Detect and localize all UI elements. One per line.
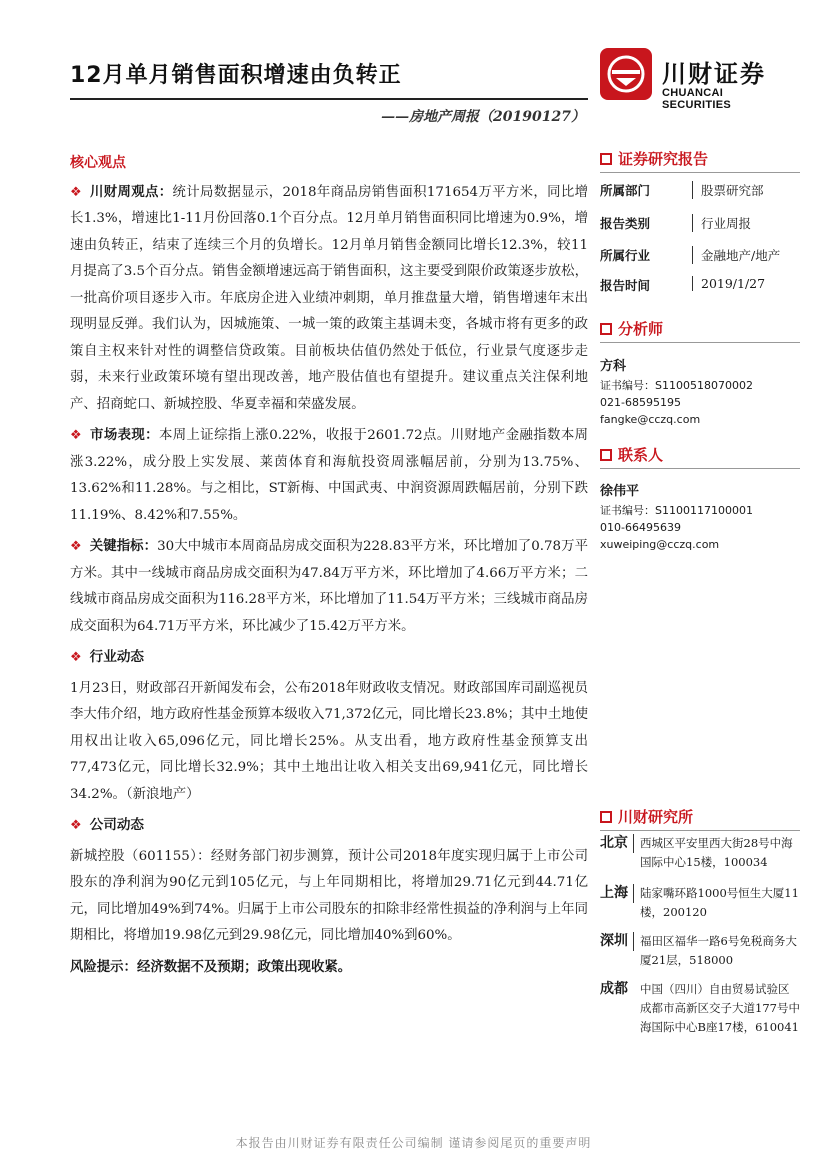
diamond-bullet-icon: ❖ — [70, 818, 82, 833]
indicators-lead: 关键指标： — [89, 538, 158, 554]
page-footer: 本报告由川财证券有限责任公司编制 谨请参阅尾页的重要声明 — [235, 1136, 592, 1150]
contact-card — [600, 483, 800, 553]
company-heading: ❖ 公司动态 — [70, 817, 145, 833]
analyst-phone: 021-68595195 — [600, 396, 681, 409]
diamond-bullet-icon: ❖ — [70, 650, 82, 665]
market-paragraph — [70, 422, 588, 529]
industry-paragraph: 1月23日，财政部召开新闻发布会，公布2018年财政收支情况。财政部国库司副巡视员李大伟介绍，地方政府性基金预算本级收入71,372亿元，同比增长23.8%；其中土地使用权出让收入65,096亿元，同比增长25%。从支出看，地方政府性基金预算支出77,473亿元，同比增长32.9%；其中土地出让收入相关支出69,941亿元，同比增长34.2%。（新浪地产） — [70, 680, 588, 802]
diamond-bullet-icon: ❖ — [70, 539, 82, 554]
office-city: 深圳 — [600, 932, 634, 951]
square-icon — [600, 323, 612, 335]
market-lead: 市场表现： — [90, 427, 159, 443]
company-logo — [600, 48, 790, 111]
office-address: 中国（四川）自由贸易试验区成都市高新区交子大道177号中海国际中心B座17楼，610041 — [640, 982, 800, 1034]
logo-name-en: CHUANCAI SECURITIES — [662, 87, 732, 111]
sidebar-analyst-title: 分析师 — [600, 318, 800, 343]
sidebar-institute-title: 川财研究所 — [600, 806, 800, 831]
office-address: 西城区平安里西大街28号中海国际中心15楼，100034 — [640, 836, 793, 869]
square-icon — [600, 449, 612, 461]
office-city: 上海 — [600, 884, 634, 903]
logo-name-cn: 川财证券 — [662, 60, 766, 88]
contact-cert: 证书编号：S1100117100001 — [600, 504, 753, 517]
main-column — [70, 150, 588, 980]
diamond-bullet-icon: ❖ — [70, 428, 83, 443]
indicators-paragraph — [70, 533, 588, 640]
square-icon — [600, 153, 612, 165]
risk-warning: 风险提示：经济数据不及预期；政策出现收紧。 — [70, 958, 352, 975]
office-address: 福田区福华一路6号免税商务大厦21层，518000 — [640, 934, 797, 967]
core-view-text: 统计局数据显示，2018年商品房销售面积171654万平方米，同比增长1.3%，增速比1-11月份回落0.1个百分点。12月单月销售面积同比增速为0.9%，增速由负转正，结束了连续三个月的负增长。12月单月销售金额同比增长12.3%，较11月提高了3.5个百分点。销售金额增速远高于销售面积，这主要受到限价政策逐步放松，一批高价项目逐步入市。年底房企进入业绩冲刺期，单月推盘量大增，销售增速年末出现明显反弹。我们认为，因城施策、一城一策的政策主基调未变，各城市将有更多的政策自主权来针对性的调整信贷政策。目前板块估值仍然处于低位，行业景气度逐步走弱，未来行业政策环境有望出现改善，地产股估值也有望提升。建议重点关注保利地产、招商蛇口、新城控股、华夏幸福和荣盛发展。 — [70, 184, 589, 412]
analyst-name: 方科 — [600, 359, 627, 374]
sidebar-contact-title: 联系人 — [600, 444, 800, 469]
indicators-text: 30大中城市本周商品房成交面积为228.83平方米，环比增加了0.78万平方米。其中一线城市商品房成交面积为47.84万平方米，环比增加了4.66万平方米；二线城市商品房成交面积为116.28平方米，环比增加了11.54万平方米；三线城市商品房成交面积为64.71万平方米，环比减少了15.42万平方米。 — [70, 539, 589, 634]
core-view-lead: 川财周观点： — [90, 183, 173, 200]
analyst-card — [600, 358, 800, 428]
report-title: 12月单月销售面积增速由负转正 — [70, 63, 402, 88]
core-view-heading: 核心观点 — [70, 155, 126, 171]
header-rule — [70, 98, 588, 100]
core-view-paragraph — [70, 179, 588, 419]
report-subtitle: ——房地产周报（20190127） — [381, 109, 585, 125]
square-icon — [600, 811, 612, 823]
office-city: 成都 — [600, 981, 628, 997]
analyst-cert: 证书编号：S1100518070002 — [600, 379, 753, 392]
diamond-bullet-icon: ❖ — [70, 184, 83, 200]
contact-phone: 010-66495639 — [600, 521, 681, 534]
company-paragraph: 新城控股（601155）：经财务部门初步测算，预计公司2018年度实现归属于上市公司股东的净利润为90亿元到105亿元，与上年同期相比，将增加29.71亿元到44.71亿元，同比增加49%到74%。归属于上市公司股东的扣除非经常性损益的净利润与上年同期相比，将增加19.98亿元到29.98亿元，同比增加40%到60%。 — [70, 848, 588, 943]
market-text: 本周上证综指上涨0.22%，收报于2601.72点。川财地产金融指数本周涨3.22%，成分股上实发展、莱茵体育和海航投资周涨幅居前，分别为13.75%、13.62%和11.28%。与之相比，ST新梅、中国武夷、中润资源周跌幅居前，分别下跌11.19%、8.42%和7.55%。 — [70, 428, 588, 523]
logo-mark-icon — [600, 48, 652, 100]
office-address: 陆家嘴环路1000号恒生大厦11楼，200120 — [640, 886, 799, 919]
contact-name: 徐伟平 — [600, 484, 640, 499]
office-city: 北京 — [600, 834, 634, 853]
industry-heading: ❖ 行业动态 — [70, 649, 145, 665]
sidebar-report-title: 证券研究报告 — [600, 148, 800, 173]
analyst-email[interactable]: fangke@cczq.com — [600, 413, 701, 426]
contact-email[interactable]: xuweiping@cczq.com — [600, 538, 720, 551]
